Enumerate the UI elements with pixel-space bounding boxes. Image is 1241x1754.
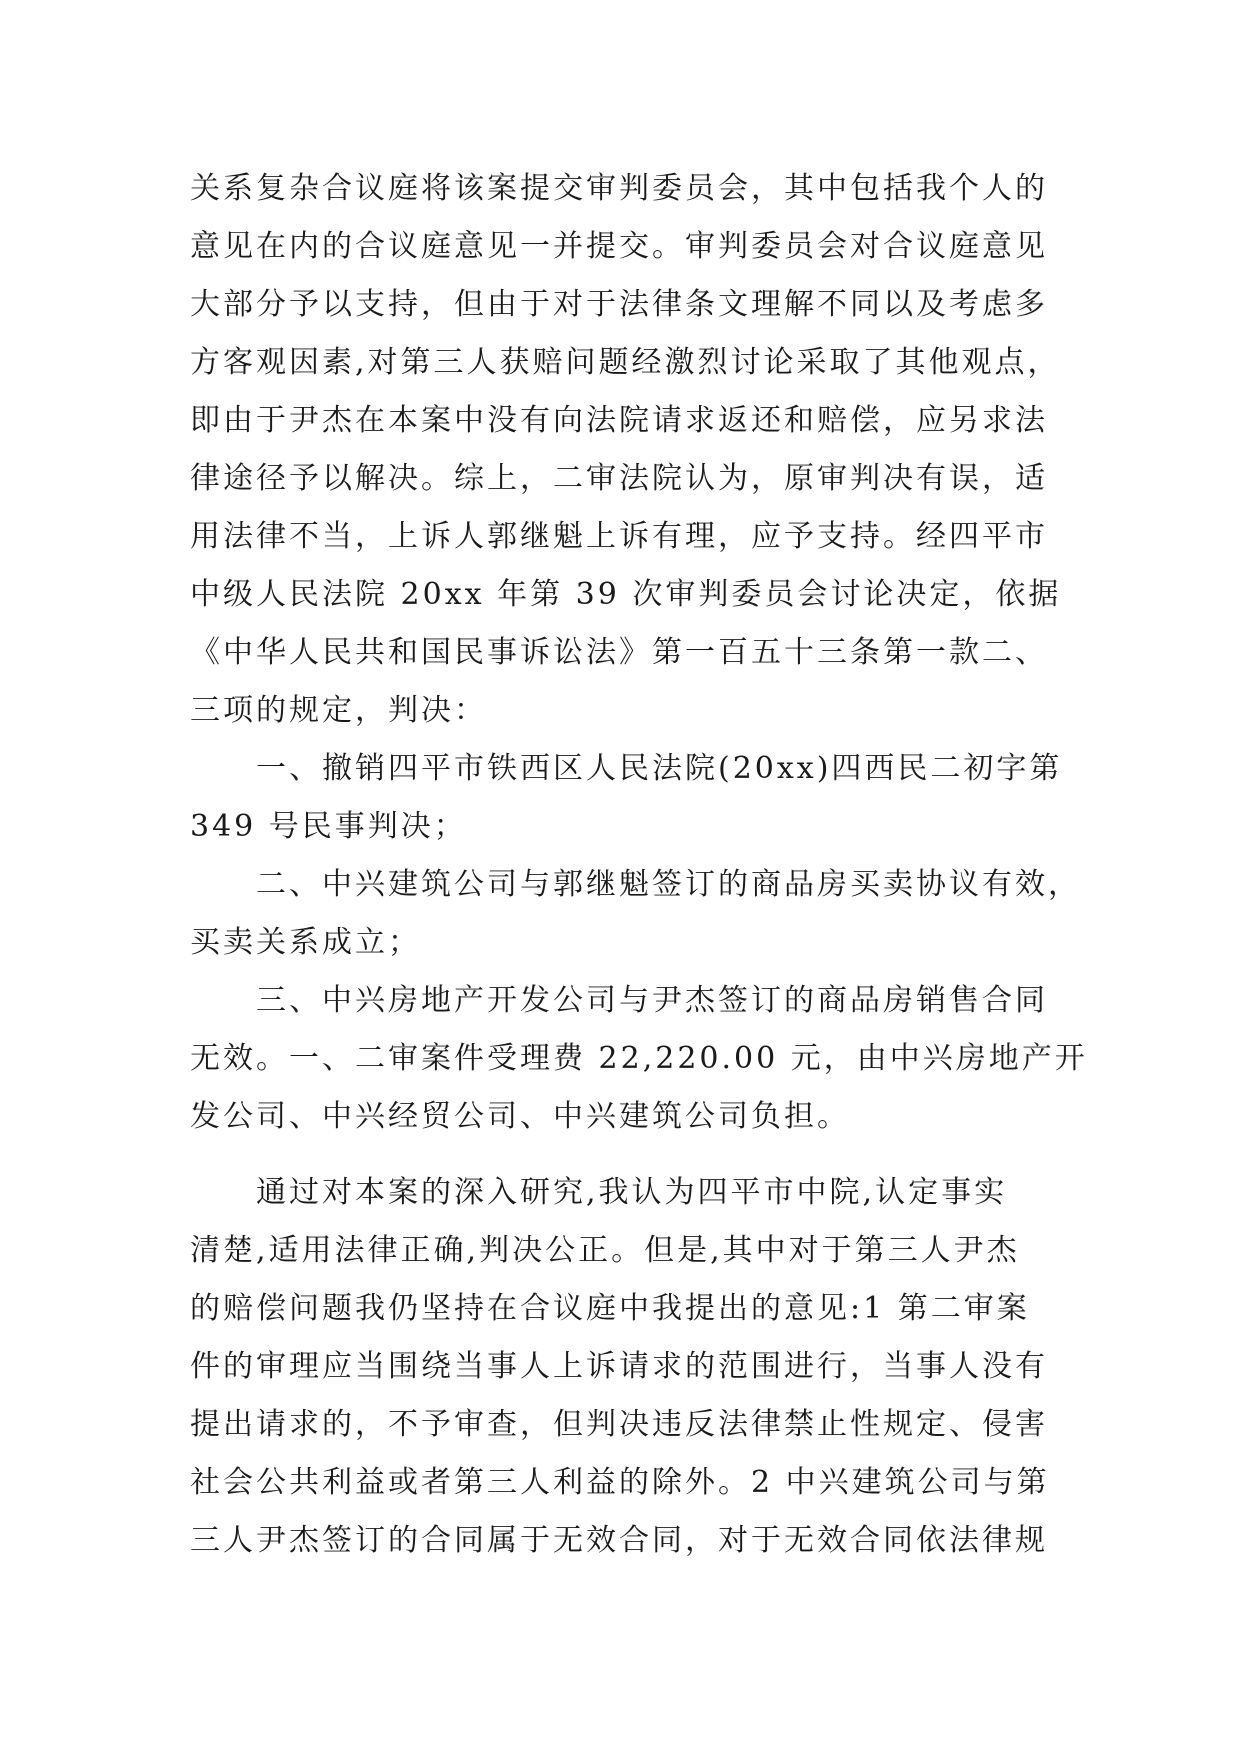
text-line: 意见在内的合议庭意见一并提交。审判委员会对合议庭意见 xyxy=(190,229,1048,264)
text-line: 清楚,适用法律正确,判决公正。但是,其中对于第三人尹杰 xyxy=(190,1233,1020,1268)
text-line: 件的审理应当围绕当事人上诉请求的范围进行，当事人没有 xyxy=(190,1349,1048,1384)
text-line: 方客观因素,对第三人获赔问题经激烈讨论采取了其他观点， xyxy=(190,345,1061,380)
text-line: 通过对本案的深入研究,我认为四平市中院,认定事实 xyxy=(256,1175,1008,1210)
document-body xyxy=(190,160,1088,1570)
text-line: 用法律不当，上诉人郭继魁上诉有理，应予支持。经四平市 xyxy=(190,519,1048,554)
text-line: 提出请求的，不予审查，但判决违反法律禁止性规定、侵害 xyxy=(190,1407,1048,1442)
text-line: 三、中兴房地产开发公司与尹杰签订的商品房销售合同 xyxy=(256,983,1048,1018)
text-line: 买卖关系成立； xyxy=(190,925,421,960)
text-line: 即由于尹杰在本案中没有向法院请求返还和赔偿，应另求法 xyxy=(190,403,1048,438)
text-line: 社会公共利益或者第三人利益的除外。2 中兴建筑公司与第 xyxy=(190,1465,1050,1500)
text-line: 的赔偿问题我仍坚持在合议庭中我提出的意见:1 第二审案 xyxy=(190,1291,1030,1326)
text-line: 无效。一、二审案件受理费 22,220.00 元，由中兴房地产开 xyxy=(190,1041,1088,1076)
text-line: 三项的规定，判决： xyxy=(190,693,487,728)
text-line: 律途径予以解决。综上，二审法院认为，原审判决有误，适 xyxy=(190,461,1048,496)
text-line: 349 号民事判决； xyxy=(190,809,467,844)
text-line: 三人尹杰签订的合同属于无效合同，对于无效合同依法律规 xyxy=(190,1523,1048,1558)
text-line: 关系复杂合议庭将该案提交审判委员会，其中包括我个人的 xyxy=(190,171,1048,206)
text-line: 大部分予以支持，但由于对于法律条文理解不同以及考虑多 xyxy=(190,287,1048,322)
text-line: 中级人民法院 20xx 年第 39 次审判委员会讨论决定，依据 xyxy=(190,577,1062,612)
text-line: 《中华人民共和国民事诉讼法》第一百五十三条第一款二、 xyxy=(190,635,1048,670)
text-line: 发公司、中兴经贸公司、中兴建筑公司负担。 xyxy=(190,1099,850,1134)
text-line: 一、撤销四平市铁西区人民法院(20xx)四西民二初字第 xyxy=(256,751,1063,786)
text-line: 二、中兴建筑公司与郭继魁签订的商品房买卖协议有效， xyxy=(256,867,1081,902)
